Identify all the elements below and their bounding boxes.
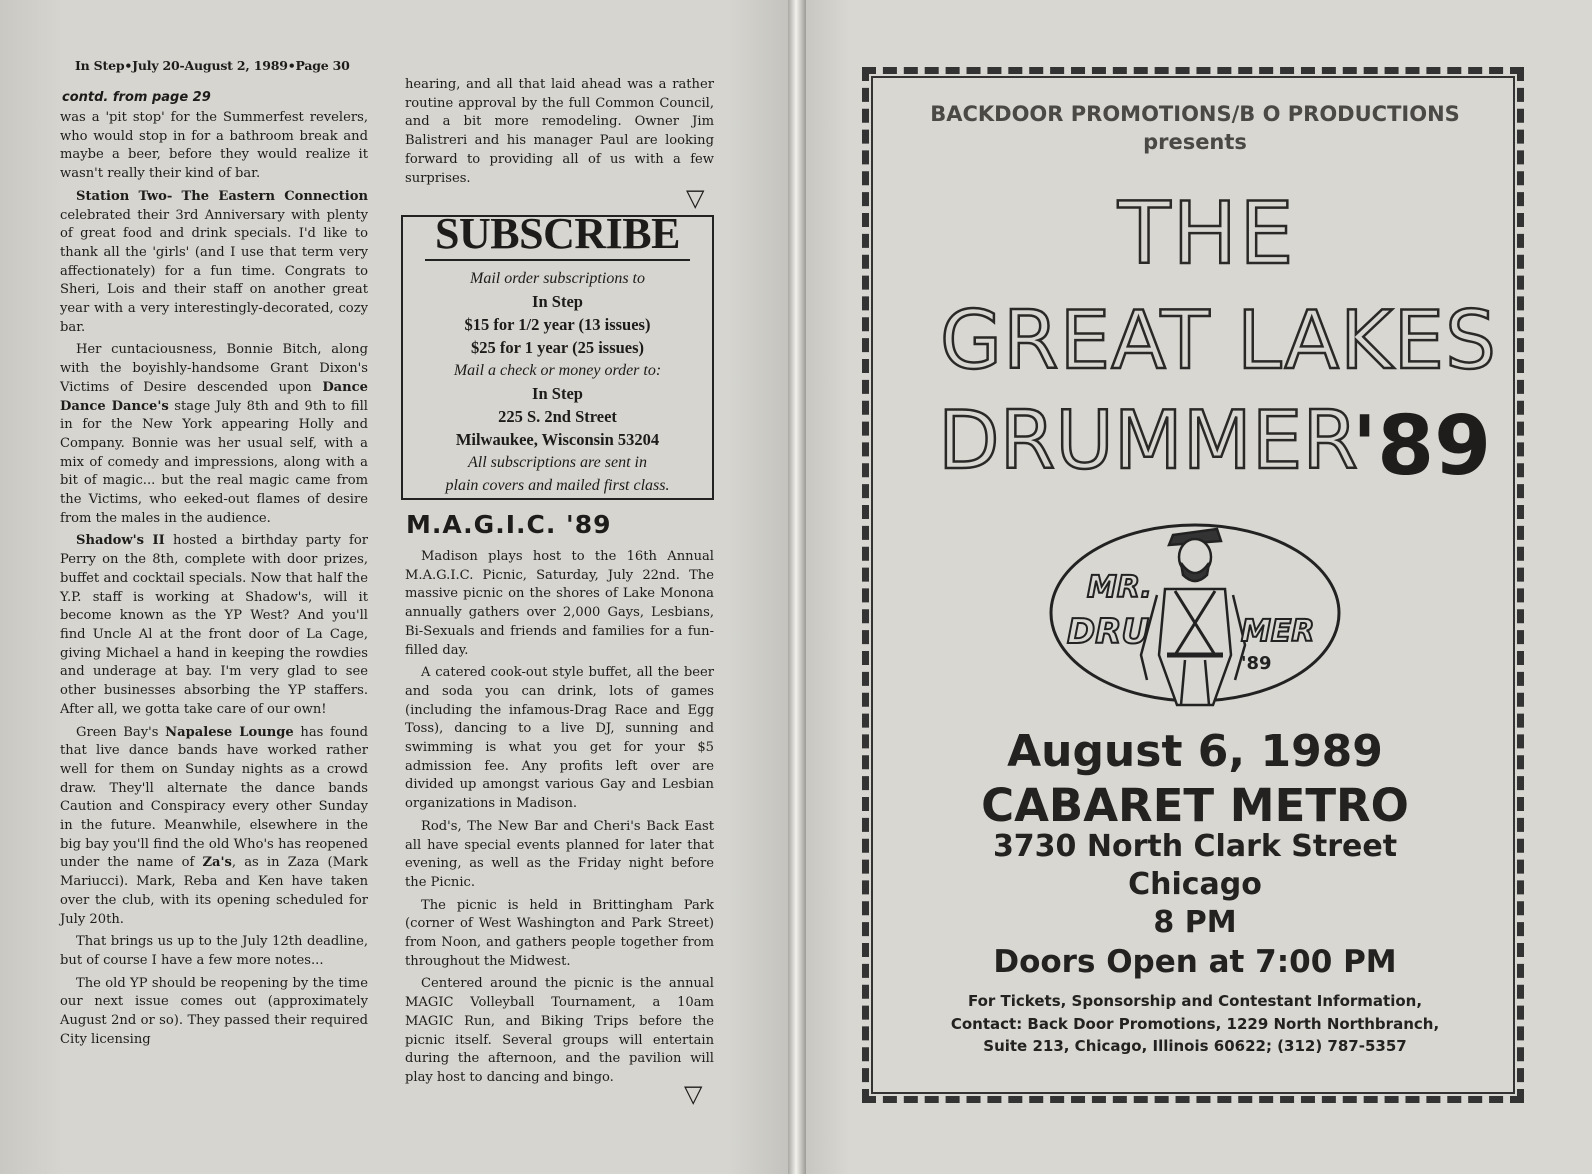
paragraph: [60, 341, 368, 528]
bold-venue: Station Two- The Eastern Connection: [76, 188, 368, 204]
title-drummer: DRUMMER: [938, 394, 1358, 487]
subscribe-price-year: $25 for 1 year (25 issues): [470, 338, 645, 357]
subscribe-line: In Step: [532, 384, 583, 403]
end-triangle-icon: ▽: [684, 1080, 703, 1108]
subscribe-line: Mail order subscriptions to: [470, 270, 645, 287]
contact-line: Suite 213, Chicago, Illinois 60622; (312) 787-5357: [983, 1037, 1407, 1055]
end-triangle-icon: ▽: [686, 184, 705, 212]
paragraph: [60, 532, 368, 719]
paragraph: was a 'pit stop' for the Summerfest revelers, who would stop in for a bathroom break and maybe a beer, before they would realize it wasn't really their kind of bar.: [60, 110, 368, 182]
subscribe-address: 225 S. 2nd Street: [498, 407, 617, 426]
paragraph-text: stage July 8th and 9th to fill in for the New York appearing Holly and Company. Bonnie was her usual self, with a mix of comedy and impressions, along with a bit of magic... but the real magic came from the Victims, who eeked-out flames of desire from the males in the audience.: [60, 398, 368, 526]
event-city: Chicago: [1128, 867, 1262, 902]
subscribe-line: All subscriptions are sent in: [468, 454, 647, 471]
paragraph-text: , as in Zaza (Mark Mariucci). Mark, Reba and Ken have taken over the club, with its opening scheduled for July 20th.: [60, 855, 368, 927]
paragraph-text: hosted a birthday party for Perry on the 8th, complete with door prizes, buffet and cocktail specials. Now that half the Y.P. staff is working at Shadow's, will it become known as the YP West? And you'll find Uncle Al at the front door of La Cage, giving Michael a hand in keeping the rowdies and underage at bay. I'm very glad to see other businesses absorbing the YP staffers. After all, we gotta take care of our own!: [60, 533, 369, 717]
paragraph-text: has found that live dance bands have worked rather well for them on Sunday nights as a crowd draw. They'll alternate the dance bands Caution and Conspiracy every other Sunday in the future. Meanwhile, elsewhere in the big bay you'll find the old Who's has reopened under the name of: [60, 724, 369, 871]
paragraph: Madison plays host to the 16th Annual M.A.G.I.C. Picnic, Saturday, July 22nd. The massive picnic on the shores of Lake Monona annually gathers over 2,000 Gays, Lesbians, Bi-Sexuals and friends and families for a fun- filled day.: [405, 549, 714, 658]
event-time: 8 PM: [1153, 905, 1237, 940]
subscribe-line: Mail a check or money order to:: [453, 362, 662, 379]
event-date: August 6, 1989: [1007, 726, 1383, 777]
paragraph-text: Her cuntaciousness, Bonnie Bitch, along with the boyishly-handsome Grant Dixon's Victims of Desire descended upon: [60, 342, 368, 395]
bold-venue: Shadow's II: [76, 533, 165, 549]
title-the: THE: [1118, 184, 1296, 284]
paragraph-text: celebrated their 3rd Anniversary with plenty of great food and drink specials. I'd like to thank all the 'girls' (and I use that term very affectionately) for a fun time. Congrats to Sheri, Lois and their staff on another great year with a very interestingly-decorated, cozy bar.: [60, 207, 368, 335]
event-venue: CABARET METRO: [981, 779, 1409, 832]
logo-text-mr: MR.: [1087, 570, 1152, 605]
paragraph: That brings us up to the July 12th deadline, but of course I have a few more notes...: [60, 934, 368, 968]
event-address: 3730 North Clark Street: [992, 829, 1398, 864]
paragraph-text: Green Bay's: [76, 724, 166, 740]
paragraph: The picnic is held in Brittingham Park (corner of West Washington and Park Street) from Noon, and gathers people together from throughout the Midwest.: [405, 897, 714, 969]
magic-heading: M.A.G.I.C. '89: [406, 510, 612, 539]
presenter-line: BACKDOOR PROMOTIONS/B O PRODUCTIONS: [930, 102, 1460, 126]
article-column-left: [60, 109, 368, 1053]
paragraph: A catered cook-out style buffet, all the beer and soda you can drink, lots of games (including the infamous-Drag Race and Egg Toss), dancing to a live DJ, sunning and swimming is what you get for your $5 admission fee. Any profits left over are divided up amongst various Gay and Lesbian organizations in Madison.: [405, 665, 714, 812]
subscribe-city: Milwaukee, Wisconsin 53204: [455, 430, 660, 449]
article-column-continued: [405, 76, 714, 192]
continued-label: contd. from page 29: [62, 90, 211, 105]
paragraph: Centered around the picnic is the annual MAGIC Volleyball Tournament, a 10am MAGIC Run, and Biking Trips before the picnic itself. Several groups will entertain during the afternoon, and the pavilion will play host to dancing and bingo.: [405, 976, 714, 1085]
contact-line: For Tickets, Sponsorship and Contestant Information,: [967, 992, 1423, 1010]
paragraph: The old YP should be reopening by the time our next issue comes out (approximately August 2nd or so). They passed their required City licensing: [60, 975, 368, 1047]
subscribe-line: plain covers and mailed first class.: [445, 477, 670, 494]
paragraph: [60, 724, 368, 930]
title-great-lakes: GREAT LAKES: [940, 294, 1497, 387]
title-year: '89: [1352, 399, 1492, 494]
bold-venue: Za's: [202, 855, 232, 871]
event-doors-open: Doors Open at 7:00 PM: [993, 944, 1397, 980]
subscribe-price-half-year: $15 for 1/2 year (13 issues): [464, 315, 651, 334]
subscribe-rule: [425, 259, 690, 261]
logo-text-dru: DRU: [1067, 612, 1150, 652]
magic-article: [405, 548, 714, 1092]
paragraph: hearing, and all that laid ahead was a rather routine approval by the full Common Council, and a bit more remodeling. Owner Jim Balistreri and his manager Paul are looking forward to providing all of us with a few surprises.: [405, 77, 714, 186]
subscribe-line: In Step: [532, 292, 583, 311]
page-header: In Step•July 20-August 2, 1989•Page 30: [75, 58, 350, 73]
mr-drummer-logo: [1045, 505, 1345, 710]
subscribe-title: SUBSCRIBE: [435, 209, 680, 258]
contact-line: Contact: Back Door Promotions, 1229 North Northbranch,: [950, 1014, 1440, 1033]
presents-line: presents: [1143, 130, 1247, 154]
logo-year: '89: [1241, 653, 1272, 674]
bold-venue: Dance Dance Dance's: [60, 379, 368, 414]
paragraph: [60, 188, 368, 338]
book-gutter: [788, 0, 806, 1174]
paragraph: Rod's, The New Bar and Cheri's Back East all have special events planned for later that evening, as well as the Friday night before the Picnic.: [405, 818, 714, 890]
logo-text-mer: MER: [1241, 614, 1315, 649]
contact-info: [880, 990, 1510, 1058]
subscribe-box: [401, 209, 714, 500]
bold-venue: Napalese Lounge: [165, 724, 294, 740]
